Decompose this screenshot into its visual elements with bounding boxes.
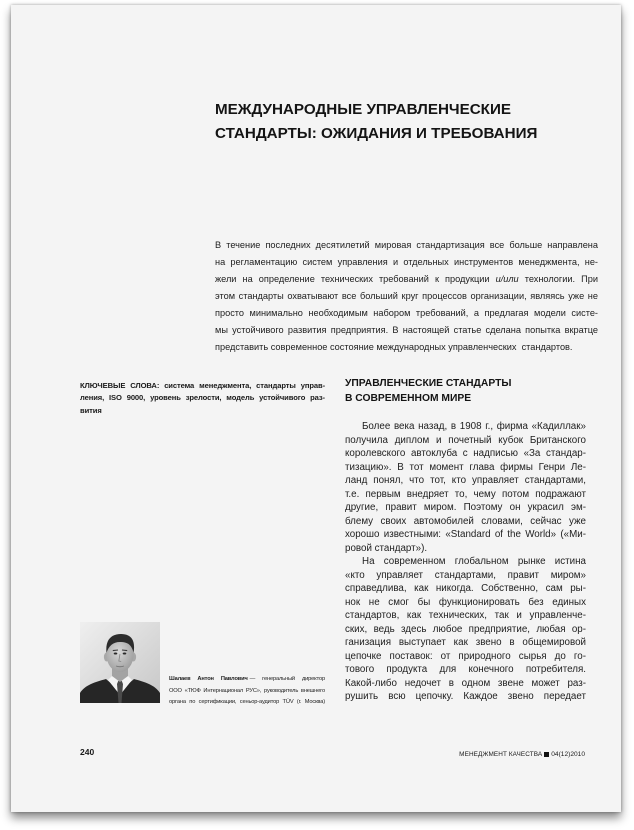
keywords-text: система менеджмента, стандарты управ- <box>164 380 325 390</box>
author-role: — генеральный директор <box>249 676 325 683</box>
abstract-line-part: жели на определение технических требований к продукции <box>215 273 490 284</box>
body-line: тизацию». В тот момент глава фирмы Генри Ле- <box>345 461 586 473</box>
abstract-line: В течение последних десятилетий мировая стандартизация все больше направлена <box>215 239 598 250</box>
abstract-line: этом стандарты охватывают все больший круг процессов организации, являясь уже не <box>215 290 598 301</box>
author-caption-line: ООО «ТЮФ Интернационал РУС», руководитель внешнего <box>169 687 325 694</box>
abstract-line: просто минимально необходимым набором требований, а предлагая модели систе- <box>215 307 598 318</box>
keywords-block <box>80 380 325 418</box>
body-line: блему своих автомобилей словами, сейчас уже <box>345 515 586 527</box>
body-line: рушить всю цепочку. Каждое звено передает <box>345 691 586 703</box>
body-line: другие, правит миром. Поэтому он украсил эм- <box>345 502 586 514</box>
body-line: ланд понял, что тот, кто управляет стандартами, <box>345 475 586 487</box>
author-photo <box>80 622 160 703</box>
article-title-line: СТАНДАРТЫ: ОЖИДАНИЯ И ТРЕБОВАНИЯ <box>215 125 538 142</box>
abstract-line: на регламентацию систем управления и отдельных инструментов менеджмента, не- <box>215 256 598 267</box>
body-line: ровой стандарт»). <box>345 542 428 554</box>
black-square-icon <box>544 752 549 757</box>
body-line: королевского автоклуба с надписью «За стандар- <box>345 448 586 460</box>
body-line: цепочке поставок: от природного сырья до го- <box>345 650 586 662</box>
body-line: хорошо известными: «Standard of the World» («Ми- <box>345 529 586 541</box>
body-line: стандартов, как технических, так и управленче- <box>345 610 586 622</box>
author-name: Шалаев Антон Павлович <box>169 676 248 683</box>
author-caption <box>169 674 325 709</box>
body-line: «кто управляет стандартами, правит миром» <box>345 569 586 581</box>
abstract-line: представить современное состояние международных управленческих стандартов. <box>215 341 573 352</box>
abstract-italic-term: и/или <box>495 273 519 284</box>
section-heading-line: В СОВРЕМЕННОМ МИРЕ <box>345 392 472 404</box>
body-line: нок не смог бы функционировать без единых <box>345 596 586 608</box>
author-caption-line <box>169 674 325 686</box>
author-portrait <box>80 622 160 703</box>
abstract-line-part: технологии. При <box>524 273 598 284</box>
body-line: справедлива, как никогда. Собственно, сам ры- <box>345 583 586 595</box>
page-number: 240 <box>80 747 95 757</box>
section-heading-line: УПРАВЛЕНЧЕСКИЕ СТАНДАРТЫ <box>345 377 512 389</box>
body-line: получила диплом и почетный кубок Британского <box>345 434 586 446</box>
body-line: Какой-либо недочет в одном звене может раз- <box>345 677 586 689</box>
keywords-line: ления, ISO 9000, уровень зрелости, модель устойчивого раз- <box>80 393 325 403</box>
keywords-line <box>80 380 325 393</box>
author-brow <box>122 650 127 651</box>
article-body <box>345 420 586 704</box>
body-line: Более века назад, в 1908 г., фирма «Кадиллак» <box>362 421 586 433</box>
section-heading <box>345 376 511 406</box>
body-line: т.е. первым внедряет то, чему потом подражают <box>345 488 586 500</box>
author-eye <box>123 653 127 655</box>
abstract-line: мы устойчивого развития предприятия. В настоящей статье сделана попытка вкратце <box>215 324 598 335</box>
abstract-line <box>215 271 598 288</box>
body-line: ганизация выступает как звено в общемировой <box>345 637 586 649</box>
body-line: ских, ведь здесь любое предприятие, любая ор- <box>345 623 586 635</box>
author-brow <box>113 650 118 651</box>
author-eye <box>114 653 118 655</box>
body-line: На современном глобальном рынке истина <box>362 556 586 568</box>
journal-title: МЕНЕДЖМЕНТ КАЧЕСТВА <box>459 751 543 758</box>
article-title <box>215 98 537 146</box>
keywords-label: КЛЮЧЕВЫЕ СЛОВА: <box>80 380 160 390</box>
author-caption-line: органа по сертификации, сеньор-аудитор TÜV (г. Москва) <box>169 699 325 706</box>
body-line: тового продукта для конечного потребителя. <box>345 664 586 676</box>
article-title-line: МЕЖДУНАРОДНЫЕ УПРАВЛЕНЧЕСКИЕ <box>215 101 511 118</box>
keywords-line: вития <box>80 405 102 415</box>
article-abstract <box>215 237 598 356</box>
journal-footer <box>430 747 585 760</box>
issue-number: 04(12)2010 <box>551 751 585 758</box>
